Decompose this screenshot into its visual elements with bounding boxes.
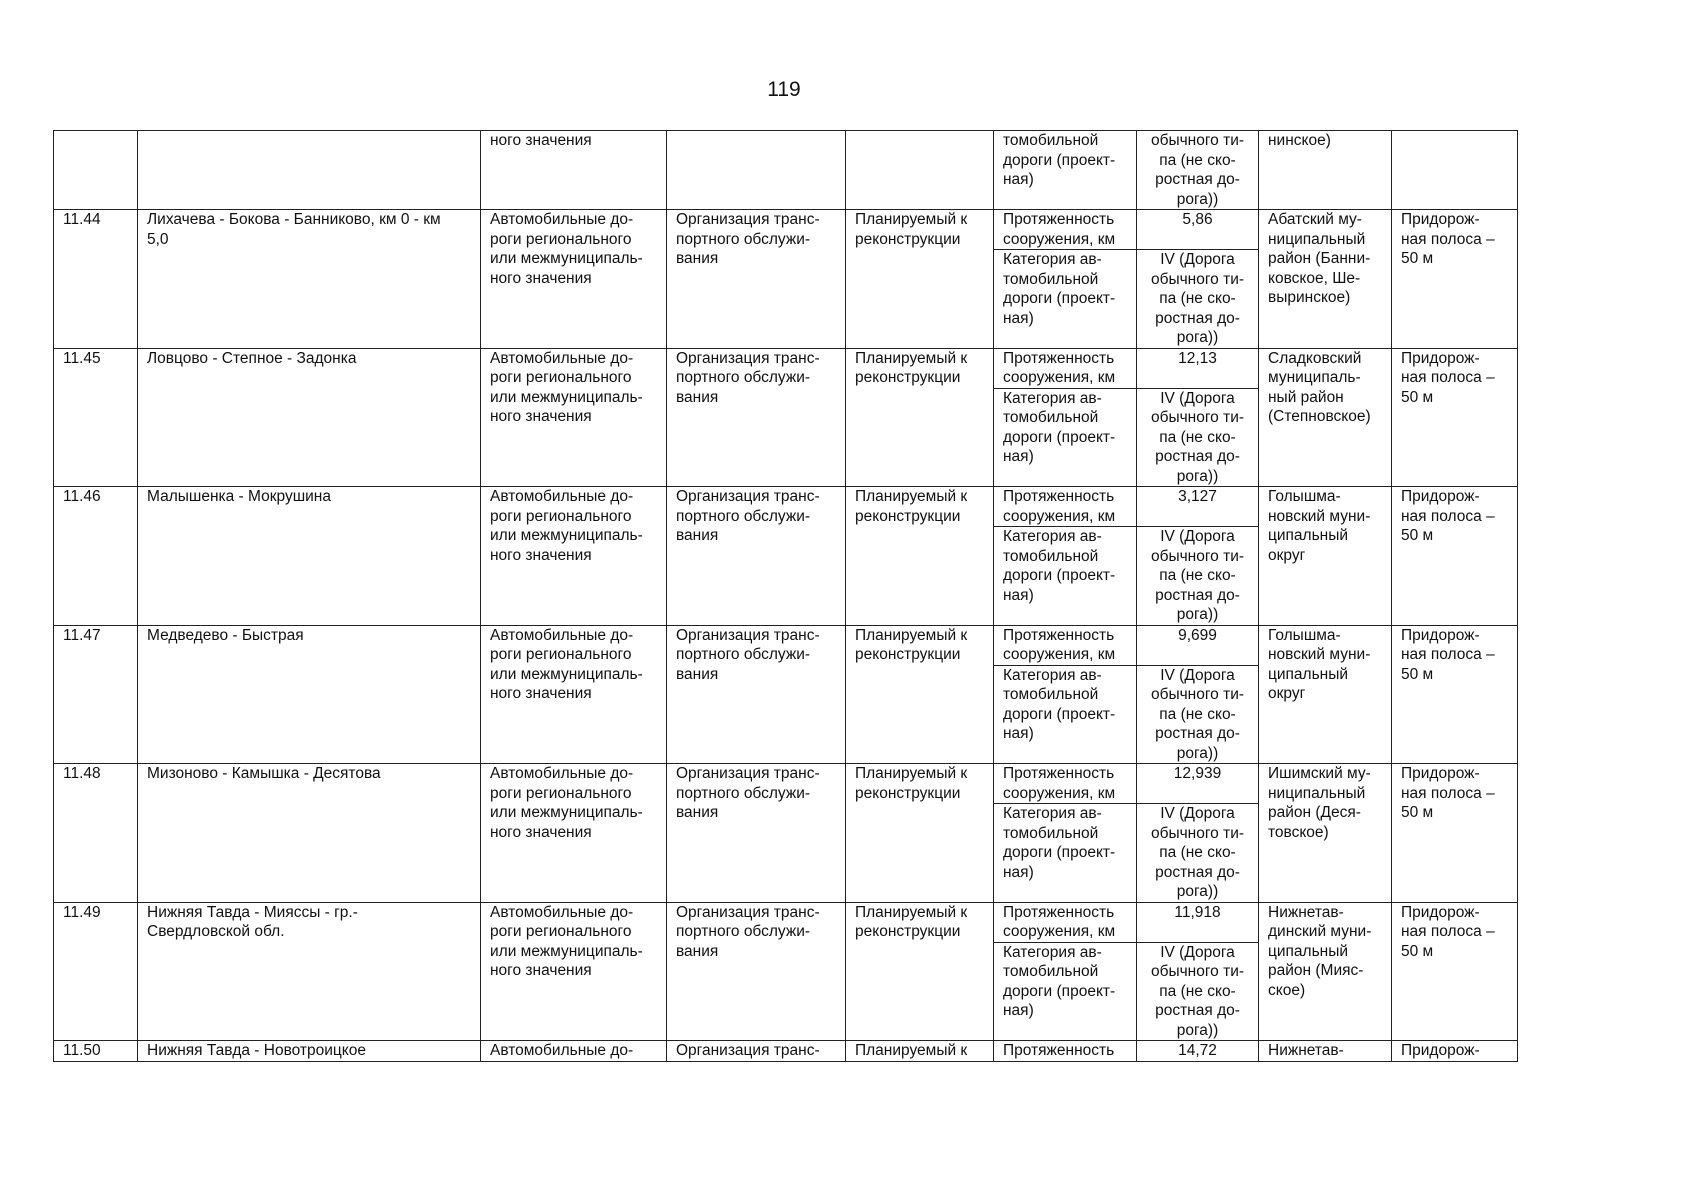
cell-zone: Придорож- ная полоса – 50 м [1392, 487, 1518, 626]
cell-number [54, 131, 138, 210]
cell-number: 11.48 [54, 764, 138, 903]
road-table [53, 130, 1518, 1062]
cell-category-value: обычного ти- па (не ско- ростная до- рога)) [1137, 131, 1259, 210]
cell-status: Планируемый к реконструкции [846, 625, 994, 764]
cell-length-label: Протяженность сооружения, км [994, 902, 1137, 942]
cell-district: Сладковский муниципаль- ный район (Степновское) [1259, 348, 1392, 487]
cell-number: 11.46 [54, 487, 138, 626]
cell-number: 11.45 [54, 348, 138, 487]
cell-name: Нижняя Тавда - Мияссы - гр.- Свердловской обл. [138, 902, 481, 1041]
cell-status: Планируемый к реконструкции [846, 902, 994, 1041]
cell-purpose: Организация транс- [667, 1041, 846, 1062]
cell-road-type: ного значения [481, 131, 667, 210]
continued-row [54, 131, 1518, 210]
cell-category-label: Категория ав- томобильной дороги (проект- ная) [994, 942, 1137, 1041]
cell-zone [1392, 131, 1518, 210]
cell-road-type: Автомобильные до- роги регионального или межмуниципаль- ного значения [481, 902, 667, 1041]
table-row [54, 348, 1518, 388]
cell-purpose: Организация транс- портного обслужи- вания [667, 210, 846, 349]
cell-district: нинское) [1259, 131, 1392, 210]
cell-status: Планируемый к реконструкции [846, 487, 994, 626]
cell-length-label: Протяженность сооружения, км [994, 764, 1137, 804]
cell-category-value: IV (Дорога обычного ти- па (не ско- ростная до- рога)) [1137, 804, 1259, 903]
cell-name: Медведево - Быстрая [138, 625, 481, 764]
table-row [54, 902, 1518, 942]
cell-status: Планируемый к реконструкции [846, 348, 994, 487]
cell-status: Планируемый к реконструкции [846, 210, 994, 349]
cell-name: Малышенка - Мокрушина [138, 487, 481, 626]
cell-length-value: 12,939 [1137, 764, 1259, 804]
table-row [54, 764, 1518, 804]
cell-zone: Придорож- ная полоса – 50 м [1392, 625, 1518, 764]
cell-zone: Придорож- ная полоса – 50 м [1392, 348, 1518, 487]
table-row [54, 1041, 1518, 1062]
cell-district: Абатский му- ниципальный район (Банни- ковское, Ше- выринское) [1259, 210, 1392, 349]
cell-category-value: IV (Дорога обычного ти- па (не ско- ростная до- рога)) [1137, 527, 1259, 626]
cell-zone: Придорож- ная полоса – 50 м [1392, 764, 1518, 903]
cell-length-label: Протяженность сооружения, км [994, 625, 1137, 665]
table-row [54, 625, 1518, 665]
cell-zone: Придорож- ная полоса – 50 м [1392, 210, 1518, 349]
cell-road-type: Автомобильные до- роги регионального или межмуниципаль- ного значения [481, 625, 667, 764]
cell-length-value: 3,127 [1137, 487, 1259, 527]
cell-category-value: IV (Дорога обычного ти- па (не ско- ростная до- рога)) [1137, 250, 1259, 349]
cell-number: 11.50 [54, 1041, 138, 1062]
cell-purpose: Организация транс- портного обслужи- вания [667, 764, 846, 903]
cell-status [846, 131, 994, 210]
cell-road-type: Автомобильные до- роги регионального или межмуниципаль- ного значения [481, 487, 667, 626]
cell-category-label: Категория ав- томобильной дороги (проект- ная) [994, 250, 1137, 349]
cell-category-label: Категория ав- томобильной дороги (проект- ная) [994, 665, 1137, 764]
cell-number: 11.49 [54, 902, 138, 1041]
cell-district: Нижнетав- [1259, 1041, 1392, 1062]
cell-district: Нижнетав- динский муни- ципальный район (Мияс- ское) [1259, 902, 1392, 1041]
cell-status: Планируемый к реконструкции [846, 764, 994, 903]
cell-district: Голышма- новский муни- ципальный округ [1259, 487, 1392, 626]
cell-purpose: Организация транс- портного обслужи- вания [667, 902, 846, 1041]
cell-name: Лихачева - Бокова - Банниково, км 0 - км 5,0 [138, 210, 481, 349]
cell-name: Ловцово - Степное - Задонка [138, 348, 481, 487]
cell-category-value: IV (Дорога обычного ти- па (не ско- ростная до- рога)) [1137, 942, 1259, 1041]
table-row [54, 487, 1518, 527]
cell-district: Ишимский му- ниципальный район (Деся- товское) [1259, 764, 1392, 903]
cell-category-label: Категория ав- томобильной дороги (проект- ная) [994, 804, 1137, 903]
cell-category-value: IV (Дорога обычного ти- па (не ско- ростная до- рога)) [1137, 665, 1259, 764]
cell-zone: Придорож- [1392, 1041, 1518, 1062]
cell-length-label: Протяженность сооружения, км [994, 210, 1137, 250]
cell-purpose: Организация транс- портного обслужи- вания [667, 625, 846, 764]
cell-status: Планируемый к [846, 1041, 994, 1062]
cell-number: 11.44 [54, 210, 138, 349]
cell-length-value: 11,918 [1137, 902, 1259, 942]
cell-length-value: 9,699 [1137, 625, 1259, 665]
cell-length-value: 12,13 [1137, 348, 1259, 388]
cell-zone: Придорож- ная полоса – 50 м [1392, 902, 1518, 1041]
cell-category-label: Категория ав- томобильной дороги (проект- ная) [994, 527, 1137, 626]
cell-name: Мизоново - Камышка - Десятова [138, 764, 481, 903]
cell-name: Нижняя Тавда - Новотроицкое [138, 1041, 481, 1062]
cell-category-value: IV (Дорога обычного ти- па (не ско- ростная до- рога)) [1137, 388, 1259, 487]
cell-length-label: Протяженность [994, 1041, 1137, 1062]
cell-road-type: Автомобильные до- роги регионального или межмуниципаль- ного значения [481, 764, 667, 903]
cell-category-label: Категория ав- томобильной дороги (проект- ная) [994, 388, 1137, 487]
cell-purpose: Организация транс- портного обслужи- вания [667, 348, 846, 487]
cell-purpose: Организация транс- портного обслужи- вания [667, 487, 846, 626]
page-number: 119 [767, 78, 801, 101]
cell-length-label: Протяженность сооружения, км [994, 487, 1137, 527]
cell-length-label: Протяженность сооружения, км [994, 348, 1137, 388]
cell-district: Голышма- новский муни- ципальный округ [1259, 625, 1392, 764]
cell-length-value: 14,72 [1137, 1041, 1259, 1062]
cell-length-value: 5,86 [1137, 210, 1259, 250]
cell-category-label: томобильной дороги (проект- ная) [994, 131, 1137, 210]
cell-name [138, 131, 481, 210]
cell-road-type: Автомобильные до- роги регионального или межмуниципаль- ного значения [481, 348, 667, 487]
cell-number: 11.47 [54, 625, 138, 764]
cell-purpose [667, 131, 846, 210]
cell-road-type: Автомобильные до- [481, 1041, 667, 1062]
table-row [54, 210, 1518, 250]
cell-road-type: Автомобильные до- роги регионального или межмуниципаль- ного значения [481, 210, 667, 349]
